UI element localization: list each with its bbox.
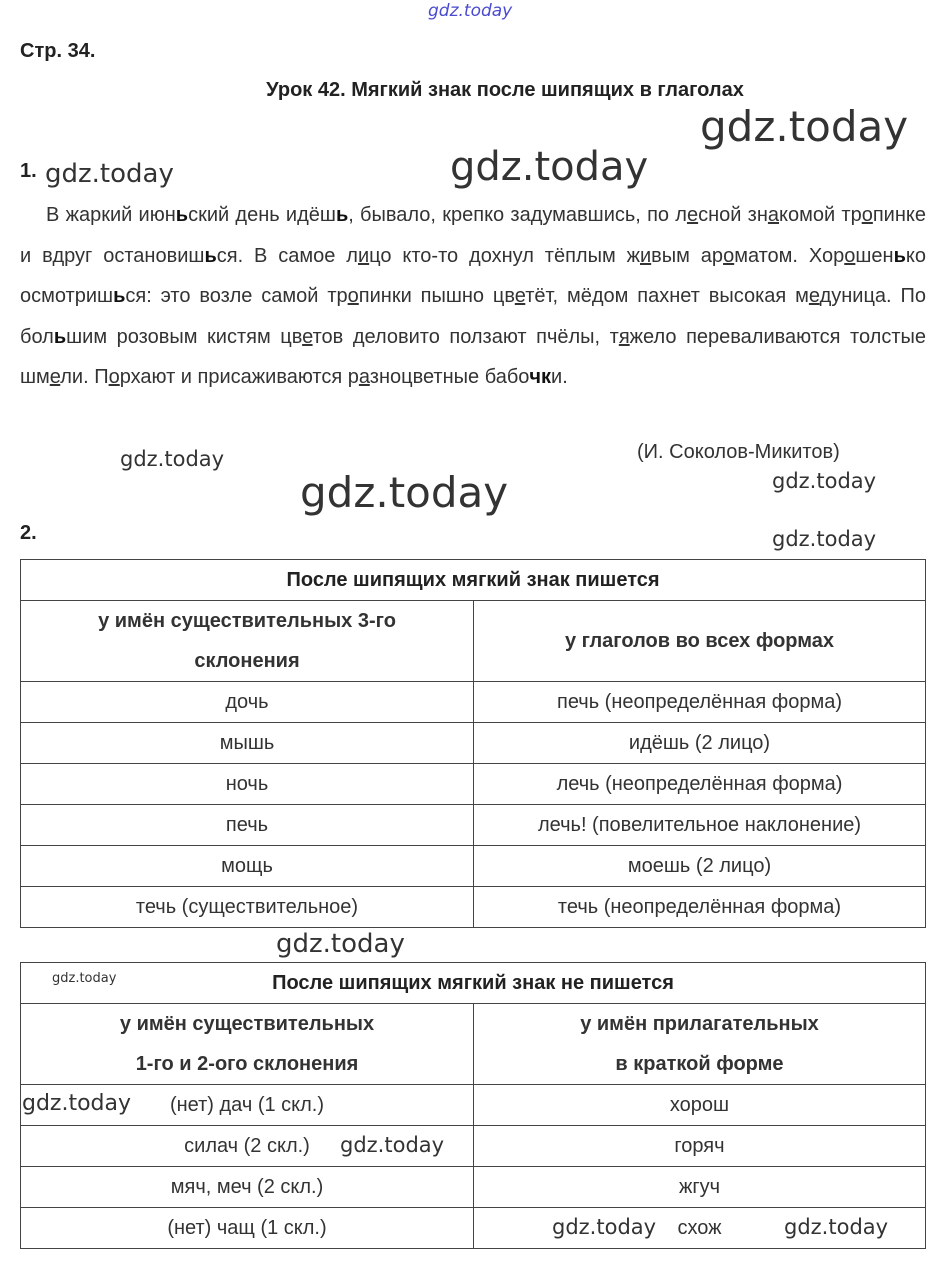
table-row [21,682,926,723]
table-cell: (нет) чащ (1 скл.) [21,1208,474,1249]
table-cell: лечь! (повелительное наклонение) [474,805,926,846]
table1-col2-header: у глаголов во всех формах [474,601,926,682]
underlined-letter: о [108,366,120,388]
watermark: gdz.today [22,1091,132,1116]
watermark: gdz.today [700,102,909,151]
bold-letter: ь [204,244,217,267]
text-segment: шен [855,244,894,267]
table-cell: мышь [21,723,474,764]
underlined-letter: о [844,244,856,267]
text-segment: шим розовым кистям цв [66,325,303,348]
watermark-top: gdz.today [428,1,513,21]
watermark: gdz.today [300,468,509,517]
text-segment: цо кто-то дохнул тёплым ж [369,244,640,267]
text-segment: , бывало, крепко задумавшись, по л [348,204,687,226]
table2-col2-header [474,1004,926,1085]
watermark: gdz.today [340,1133,445,1157]
table-soft-sign-not-written [20,962,926,1249]
text-segment: сной зн [698,204,768,226]
table2-col1-header [21,1004,474,1085]
bold-letter: ь [335,204,349,226]
table-cell: горяч [474,1126,926,1167]
text-segment: матом. Хор [734,244,845,267]
underlined-letter: е [514,285,526,307]
table-cell: течь (существительное) [21,887,474,928]
watermark: gdz.today [120,447,225,471]
underlined-letter: а [358,366,370,388]
table-cell: моешь (2 лицо) [474,846,926,887]
table-cell: хорош [474,1085,926,1126]
underlined-letter: и [639,244,652,267]
page-label: Стр. 34. [20,40,96,62]
watermark: gdz.today [784,1215,889,1239]
task1-paragraph [20,195,926,398]
table-cell: печь (неопределённая форма) [474,682,926,723]
underlined-letter: е [49,366,61,388]
bold-letter: ь [893,244,906,267]
lesson-title: Урок 42. Мягкий знак после шипящих в глаголах [266,79,744,101]
watermark: gdz.today [552,1215,657,1239]
bold-letter: чк [529,366,552,388]
table-row [21,846,926,887]
author: (И. Соколов-Микитов) [637,441,840,463]
table2-col1-header-line: у имён существительных [119,1013,375,1035]
text-segment: зноцветные бабо [369,366,530,388]
underlined-letter: о [723,244,735,267]
table-cell: мощь [21,846,474,887]
table-cell: течь (неопределённая форма) [474,887,926,928]
table-soft-sign-written [20,559,926,928]
table1-col1-header-line: склонения [194,650,300,672]
table-row [21,764,926,805]
watermark: gdz.today [772,469,877,493]
task1-number: 1. [20,160,37,182]
text-segment: ся. В самое л [216,244,358,267]
table-cell: дочь [21,682,474,723]
underlined-letter: а [767,204,780,226]
table-cell: идёшь (2 лицо) [474,723,926,764]
table-cell: силач (2 скл.) [21,1126,474,1167]
watermark: gdz.today [52,971,117,986]
table-cell: мяч, меч (2 скл.) [21,1167,474,1208]
text-segment: тов деловито ползают пчёлы, т [312,325,619,348]
text-segment: пинке и вдруг остановиш [20,204,926,267]
table-cell: ночь [21,764,474,805]
text-segment: и. [551,366,568,388]
table1-col1-header-line: у имён существительных 3-го [98,610,396,632]
text-segment: рхают и присаживаются р [119,366,359,388]
underlined-letter: о [861,204,873,226]
task2-number: 2. [20,522,37,544]
underlined-letter: о [347,285,359,307]
text-segment: вым ар [651,244,724,267]
table-row [21,723,926,764]
bold-letter: ь [175,204,189,226]
underlined-letter: е [686,204,699,226]
table2-title: После шипящих мягкий знак не пишется [21,963,926,1004]
watermark: gdz.today [772,527,877,551]
bold-letter: ь [113,285,126,307]
table-cell: печь [21,805,474,846]
underlined-letter: я [618,325,630,348]
text-segment: В жаркий июн [46,204,176,226]
table-cell: жгуч [474,1167,926,1208]
table-row [21,1126,926,1167]
table-row [21,805,926,846]
table2-col2-header-line: в краткой форме [615,1053,784,1075]
underlined-letter: е [302,325,313,348]
table-row [21,1085,926,1126]
table2-col2-header-line: у имён прилагательных [580,1013,819,1035]
table-cell: схож [474,1208,926,1249]
text-segment: дуница. По бол [20,285,926,348]
text-segment: комой тр [779,204,862,226]
text-segment: жело переваливаются толстые шм [20,325,926,388]
text-segment: ко осмотриш [20,244,926,307]
text-segment: пинки пышно цв [358,285,515,307]
underlined-letter: е [808,285,820,307]
table-row [21,887,926,928]
watermark: gdz.today [45,159,174,189]
text-segment: ся: это возле самой тр [125,285,348,307]
watermark: gdz.today [276,929,405,959]
table1-col1-header [21,601,474,682]
underlined-letter: и [357,244,370,267]
text-segment: ский день идёш [188,204,336,226]
text-segment: тёт, мёдом пахнет высокая м [525,285,809,307]
table-row [21,1167,926,1208]
table-cell: (нет) дач (1 скл.) [21,1085,474,1126]
table1-title: После шипящих мягкий знак пишется [21,560,926,601]
watermark: gdz.today [450,144,649,190]
text-segment: ли. П [60,366,109,388]
table-cell: лечь (неопределённая форма) [474,764,926,805]
table2-col1-header-line: 1-го и 2-ого склонения [135,1053,359,1075]
bold-letter: ь [53,325,67,348]
